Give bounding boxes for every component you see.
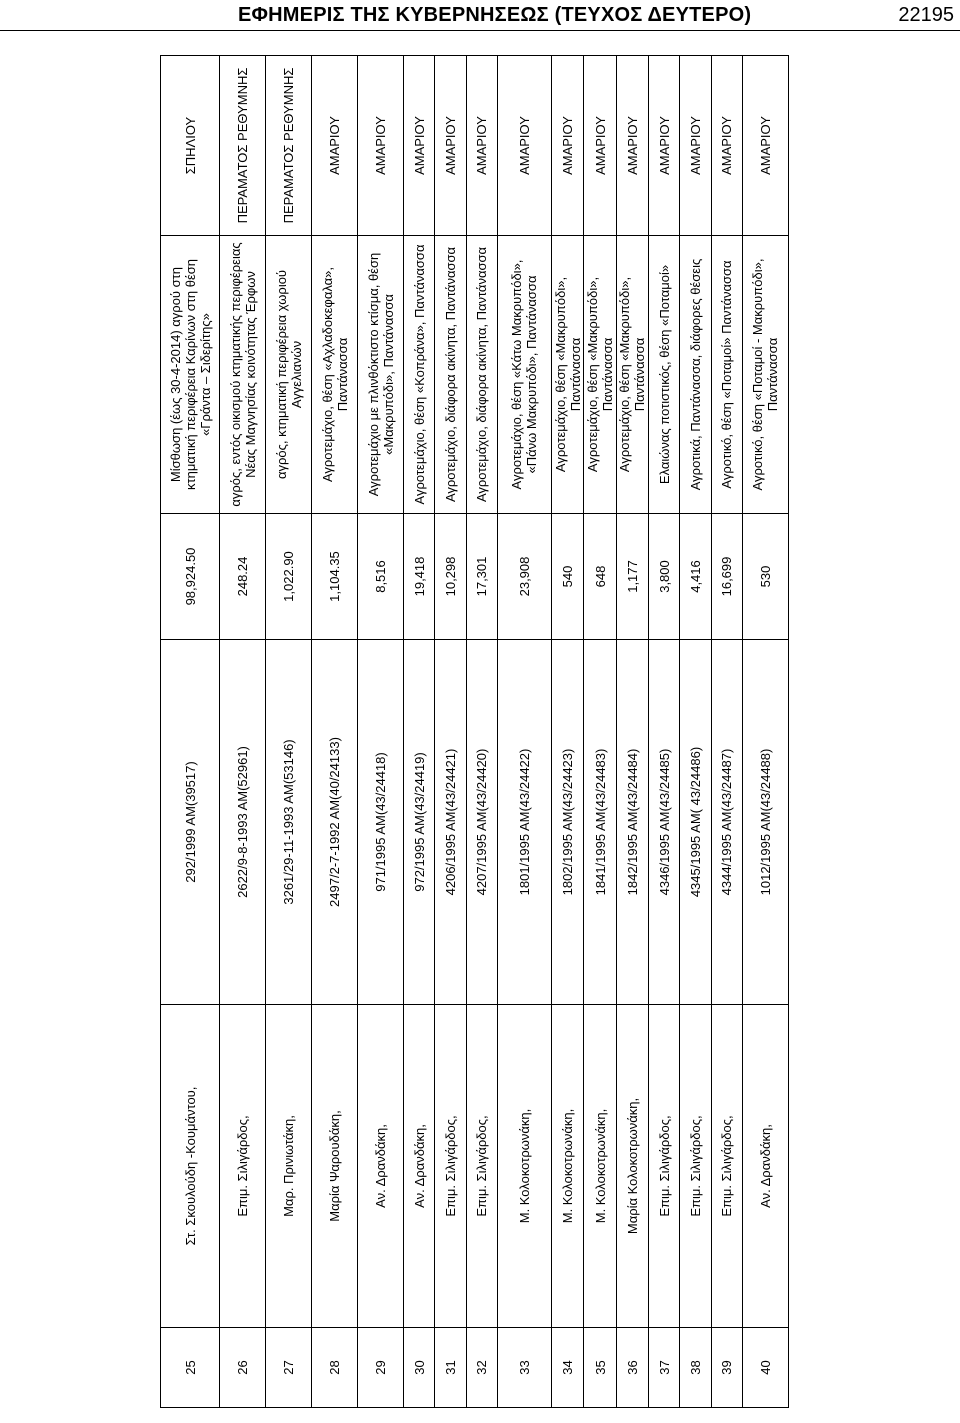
row-number: 40 bbox=[742, 1328, 788, 1408]
rotated-table-container bbox=[160, 56, 789, 1408]
person-name: Αν. Δρανδάκη, bbox=[358, 1005, 404, 1328]
description: Αγροτεμάχιο, διάφορα ακίνητα, Παντάνασσα bbox=[435, 236, 466, 514]
row-number: 30 bbox=[404, 1328, 435, 1408]
amount: 530 bbox=[742, 514, 788, 640]
description: Μίσθωση (έως 30-4-2014) αγρού στη κτηματική περιφέρεια Καρίνων στη θέση «Γράντα – Σιδερίτης» bbox=[161, 236, 220, 514]
description: Αγροτικά, Παντάνασσα, διάφορες θέσεις bbox=[680, 236, 711, 514]
area: ΑΜΑΡΙΟΥ bbox=[680, 56, 711, 236]
row-number: 39 bbox=[711, 1328, 742, 1408]
row-number: 28 bbox=[312, 1328, 358, 1408]
person-name: Επιμ. Σιλιγάρδος, bbox=[220, 1005, 266, 1328]
table-row bbox=[312, 56, 358, 1408]
area: ΑΜΑΡΙΟΥ bbox=[584, 56, 616, 236]
amount: 10,298 bbox=[435, 514, 466, 640]
row-number: 32 bbox=[466, 1328, 497, 1408]
person-name: Αν. Δρανδάκη, bbox=[742, 1005, 788, 1328]
decision-ref: 292/1999 ΑΜ(39517) bbox=[161, 640, 220, 1005]
person-name: Μαρία Κολοκοτρωνάκη, bbox=[616, 1005, 648, 1328]
person-name: Αν. Δρανδάκη, bbox=[404, 1005, 435, 1328]
decision-ref: 1012/1995 ΑΜ(43/24488) bbox=[742, 640, 788, 1005]
description: Αγροτεμάχιο, θέση «Κοπράνα», Παντάνασσα bbox=[404, 236, 435, 514]
table-row bbox=[742, 56, 788, 1408]
decision-ref: 1802/1995 ΑΜ(43/24423) bbox=[552, 640, 584, 1005]
description: Αγροτεμάχιο, θέση «Μακρυπόδι», Παντάνασσα bbox=[616, 236, 648, 514]
decision-ref: 4345/1995 ΑΜ( 43/24486) bbox=[680, 640, 711, 1005]
table-row bbox=[466, 56, 497, 1408]
decision-ref: 2622/9-8-1993 ΑΜ(52961) bbox=[220, 640, 266, 1005]
decision-ref: 971/1995 ΑΜ(43/24418) bbox=[358, 640, 404, 1005]
description: Αγροτεμάχιο, θέση «Κάτω Μακρυπόδι», «Πάνω Μακρυπόδι», Παντάνασσα bbox=[497, 236, 551, 514]
table-row bbox=[649, 56, 680, 1408]
description: αγρός, κτηματική περιφέρεια χωριού Αγγελιανών bbox=[266, 236, 312, 514]
decision-ref: 4344/1995 ΑΜ(43/24487) bbox=[711, 640, 742, 1005]
area: ΠΕΡΑΜΑΤΟΣ ΡΕΘΥΜΝΗΣ bbox=[220, 56, 266, 236]
description: Αγροτικό, θέση «Ποταμοί - Μακρυπόδι», Παντάνασσα bbox=[742, 236, 788, 514]
table-row bbox=[161, 56, 220, 1408]
table-row bbox=[497, 56, 551, 1408]
area: ΑΜΑΡΙΟΥ bbox=[616, 56, 648, 236]
description: Αγροτεμάχιο, θέση «Αχλαδοκεφαλα», Παντάνασσα bbox=[312, 236, 358, 514]
person-name: Επιμ. Σιλιγάρδος, bbox=[435, 1005, 466, 1328]
person-name: Επιμ. Σιλιγάρδος, bbox=[466, 1005, 497, 1328]
property-table bbox=[160, 55, 789, 1408]
amount: 1,177 bbox=[616, 514, 648, 640]
decision-ref: 1801/1995 ΑΜ(43/24422) bbox=[497, 640, 551, 1005]
row-number: 33 bbox=[497, 1328, 551, 1408]
area: ΣΠΗΛΙΟΥ bbox=[161, 56, 220, 236]
description: Αγροτεμάχιο, διάφορα ακίνητα, Παντάνασσα bbox=[466, 236, 497, 514]
person-name: Μαρία Ψαρουδάκη, bbox=[312, 1005, 358, 1328]
row-number: 27 bbox=[266, 1328, 312, 1408]
row-number: 36 bbox=[616, 1328, 648, 1408]
amount: 19,418 bbox=[404, 514, 435, 640]
decision-ref: 1841/1995 ΑΜ(43/24483) bbox=[584, 640, 616, 1005]
table-row bbox=[435, 56, 466, 1408]
table-row bbox=[711, 56, 742, 1408]
person-name: Επιμ. Σιλιγάρδος, bbox=[680, 1005, 711, 1328]
table-row bbox=[680, 56, 711, 1408]
area: ΑΜΑΡΙΟΥ bbox=[711, 56, 742, 236]
description: αγρός, εντός οικισμού κτηματικής περιφέρειας Νέας Μαγνησίας κοινότητας Έρφων bbox=[220, 236, 266, 514]
area: ΑΜΑΡΙΟΥ bbox=[649, 56, 680, 236]
decision-ref: 4346/1995 ΑΜ(43/24485) bbox=[649, 640, 680, 1005]
decision-ref: 2497/2-7-1992 ΑΜ(40/24133) bbox=[312, 640, 358, 1005]
person-name: Μ. Κολοκοτρωνάκη, bbox=[497, 1005, 551, 1328]
page-number: 22195 bbox=[898, 4, 954, 26]
amount: 8,516 bbox=[358, 514, 404, 640]
table-row bbox=[404, 56, 435, 1408]
description: Αγροτεμάχιο με πλινθόκτιστο κτίσμα, θέση «Μακρυπόδι», Παντάνασσα bbox=[358, 236, 404, 514]
row-number: 34 bbox=[552, 1328, 584, 1408]
area: ΑΜΑΡΙΟΥ bbox=[497, 56, 551, 236]
row-number: 25 bbox=[161, 1328, 220, 1408]
amount: 648 bbox=[584, 514, 616, 640]
table-row bbox=[616, 56, 648, 1408]
area: ΑΜΑΡΙΟΥ bbox=[358, 56, 404, 236]
amount: 17,301 bbox=[466, 514, 497, 640]
area: ΑΜΑΡΙΟΥ bbox=[466, 56, 497, 236]
decision-ref: 3261/29-11-1993 ΑΜ(53146) bbox=[266, 640, 312, 1005]
person-name: Επιμ. Σιλιγάρδος, bbox=[649, 1005, 680, 1328]
amount: 248.24 bbox=[220, 514, 266, 640]
area: ΑΜΑΡΙΟΥ bbox=[404, 56, 435, 236]
table-row bbox=[552, 56, 584, 1408]
amount: 16,699 bbox=[711, 514, 742, 640]
person-name: Μ. Κολοκοτρωνάκη, bbox=[584, 1005, 616, 1328]
area: ΑΜΑΡΙΟΥ bbox=[312, 56, 358, 236]
row-number: 26 bbox=[220, 1328, 266, 1408]
decision-ref: 4206/1995 ΑΜ(43/24421) bbox=[435, 640, 466, 1005]
row-number: 35 bbox=[584, 1328, 616, 1408]
description: Αγροτεμάχιο, θέση «Μακρυπόδι», Παντάνασσα bbox=[584, 236, 616, 514]
area: ΑΜΑΡΙΟΥ bbox=[435, 56, 466, 236]
description: Αγροτικό, θέση «Ποταμοί» Παντάνασσα bbox=[711, 236, 742, 514]
amount: 1,104.35 bbox=[312, 514, 358, 640]
person-name: Μ. Κολοκοτρωνάκη, bbox=[552, 1005, 584, 1328]
decision-ref: 972/1995 ΑΜ(43/24419) bbox=[404, 640, 435, 1005]
area: ΠΕΡΑΜΑΤΟΣ ΡΕΘΥΜΝΗΣ bbox=[266, 56, 312, 236]
page-header bbox=[0, 0, 960, 34]
row-number: 37 bbox=[649, 1328, 680, 1408]
person-name: Μαρ. Πρινιωτάκη, bbox=[266, 1005, 312, 1328]
person-name: Επιμ. Σιλιγάρδος, bbox=[711, 1005, 742, 1328]
decision-ref: 4207/1995 ΑΜ(43/24420) bbox=[466, 640, 497, 1005]
row-number: 31 bbox=[435, 1328, 466, 1408]
header-divider bbox=[0, 30, 960, 31]
table-row bbox=[584, 56, 616, 1408]
row-number: 29 bbox=[358, 1328, 404, 1408]
table-row bbox=[358, 56, 404, 1408]
row-number: 38 bbox=[680, 1328, 711, 1408]
amount: 23,908 bbox=[497, 514, 551, 640]
table-row bbox=[220, 56, 266, 1408]
area: ΑΜΑΡΙΟΥ bbox=[742, 56, 788, 236]
amount: 540 bbox=[552, 514, 584, 640]
person-name: Στ. Σκουλούδη -Κουμάντου, bbox=[161, 1005, 220, 1328]
gazette-title: ΕΦΗΜΕΡΙΣ ΤΗΣ ΚΥΒΕΡΝΗΣΕΩΣ (ΤΕΥΧΟΣ ΔΕΥΤΕΡΟ) bbox=[238, 4, 752, 26]
amount: 4,416 bbox=[680, 514, 711, 640]
amount: 1,022.90 bbox=[266, 514, 312, 640]
table-row bbox=[266, 56, 312, 1408]
amount: 98,924.50 bbox=[161, 514, 220, 640]
decision-ref: 1842/1995 ΑΜ(43/24484) bbox=[616, 640, 648, 1005]
description: Ελαιώνας ποτιστικός, θέση «Ποταμοί» bbox=[649, 236, 680, 514]
amount: 3,800 bbox=[649, 514, 680, 640]
area: ΑΜΑΡΙΟΥ bbox=[552, 56, 584, 236]
description: Αγροτεμάχιο, θέση «Μακρυπόδι», Παντάνασσα bbox=[552, 236, 584, 514]
